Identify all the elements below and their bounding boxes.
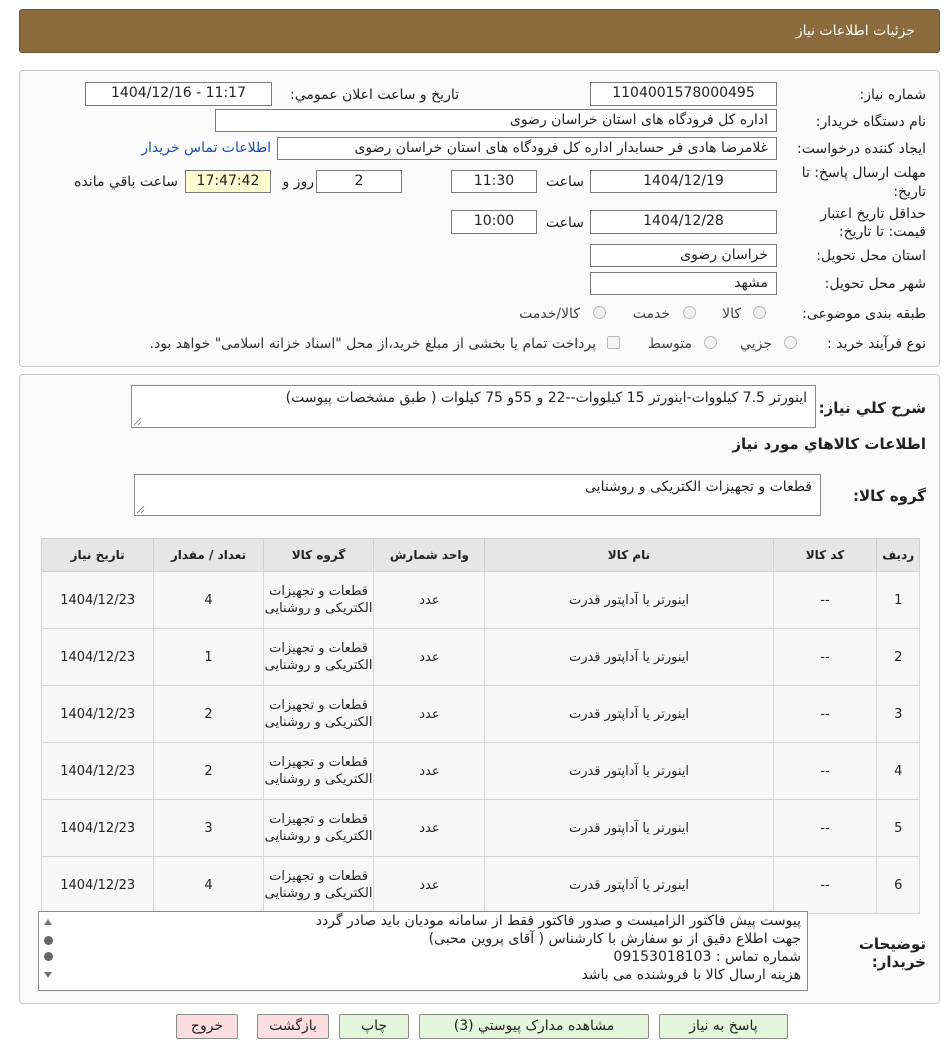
- cell-name: اینورتر یا آداپتور قدرت: [485, 800, 773, 857]
- deadline-label-2: تاريخ:: [893, 184, 926, 200]
- creator-label: ايجاد کننده درخواست:: [797, 141, 926, 157]
- cell-row: 1: [877, 572, 920, 629]
- notes-line: شماره تماس : 09153018103: [613, 949, 801, 965]
- resize-handle-icon-2[interactable]: [136, 505, 145, 514]
- deadline-label: مهلت ارسال پاسخ: تا: [801, 165, 926, 181]
- goods-group-text: قطعات و تجهیزات الکتریکی و روشنایی: [585, 479, 812, 495]
- process-radio-medium[interactable]: [704, 336, 717, 349]
- announce-label: تاريخ و ساعت اعلان عمومي:: [290, 87, 459, 103]
- items-table: [41, 538, 920, 914]
- cell-code: --: [773, 857, 877, 914]
- col-qty: تعداد / مقدار: [154, 539, 263, 572]
- city-label: شهر محل تحويل:: [824, 276, 926, 292]
- cell-qty: 4: [154, 857, 263, 914]
- category-option-goods: کالا: [722, 306, 741, 322]
- notes-line: پیوست پیش فاکتور الزامیست و صدور فاکتور فقط از سامانه مودیان باید صادر گردد: [315, 913, 801, 929]
- cell-name: اینورتر یا آداپتور قدرت: [485, 686, 773, 743]
- cell-row: 2: [877, 629, 920, 686]
- cell-row: 5: [877, 800, 920, 857]
- need-number-field: 1104001578000495: [590, 82, 777, 106]
- cell-unit: عدد: [374, 629, 485, 686]
- cell-code: --: [773, 629, 877, 686]
- scroll-dot-icon[interactable]: [44, 952, 53, 961]
- cell-code: --: [773, 572, 877, 629]
- scroll-up-icon[interactable]: [43, 918, 53, 926]
- process-label: نوع فرآيند خريد :: [827, 336, 926, 352]
- cell-name: اینورتر یا آداپتور قدرت: [485, 572, 773, 629]
- scroll-down-icon[interactable]: [43, 971, 53, 979]
- buyer-org-field: اداره کل فرودگاه های استان خراسان رضوی: [215, 109, 777, 132]
- cell-date: 1404/12/23: [42, 572, 154, 629]
- cell-name: اینورتر یا آداپتور قدرت: [485, 743, 773, 800]
- deadline-time-label: ساعت: [545, 174, 584, 190]
- reply-button[interactable]: پاسخ به نياز: [659, 1014, 788, 1039]
- cell-group: قطعات و تجهیزات الکتریکی و روشنایی: [263, 857, 374, 914]
- process-option-minor: جزيي: [740, 336, 772, 352]
- deadline-date-field: 1404/12/19: [590, 170, 777, 193]
- cell-row: 6: [877, 857, 920, 914]
- city-field: مشهد: [590, 272, 777, 295]
- resize-handle-icon[interactable]: [133, 417, 142, 426]
- page-title: جزئيات اطلاعات نياز: [795, 23, 915, 39]
- treasury-checkbox[interactable]: [607, 336, 620, 349]
- remaining-label: ساعت باقي مانده: [74, 174, 178, 190]
- cell-name: اینورتر یا آداپتور قدرت: [485, 857, 773, 914]
- need-number-label: شماره نياز:: [859, 87, 926, 103]
- process-option-medium: متوسط: [648, 336, 692, 352]
- cell-qty: 3: [154, 800, 263, 857]
- cell-unit: عدد: [374, 800, 485, 857]
- buyer-notes-label-2: خريدار:: [871, 953, 926, 971]
- table-row: [42, 572, 920, 629]
- creator-field: غلامرضا هادی فر حسابدار اداره کل فرودگاه های استان خراسان رضوی: [277, 137, 777, 160]
- cell-qty: 1: [154, 629, 263, 686]
- col-group: گروه کالا: [263, 539, 374, 572]
- col-unit: واحد شمارش: [374, 539, 485, 572]
- table-row: [42, 686, 920, 743]
- table-row: [42, 800, 920, 857]
- cell-date: 1404/12/23: [42, 743, 154, 800]
- cell-unit: عدد: [374, 686, 485, 743]
- cell-qty: 2: [154, 686, 263, 743]
- process-radio-minor[interactable]: [784, 336, 797, 349]
- goods-group-field: [134, 474, 821, 516]
- back-button[interactable]: بازگشت: [257, 1014, 329, 1039]
- view-attachments-button[interactable]: مشاهده مدارک پيوستي (3): [419, 1014, 649, 1039]
- cell-date: 1404/12/23: [42, 857, 154, 914]
- col-row: رديف: [877, 539, 920, 572]
- cell-date: 1404/12/23: [42, 629, 154, 686]
- buyer-notes-label: توضيحات: [858, 935, 926, 953]
- validity-time-field: 10:00: [451, 210, 537, 234]
- category-option-service: خدمت: [632, 306, 670, 322]
- buyer-org-label: نام دستگاه خريدار:: [815, 114, 926, 130]
- notes-line: هزینه ارسال کالا با فروشنده می باشد: [581, 967, 801, 983]
- cell-group: قطعات و تجهیزات الکتریکی و روشنایی: [263, 743, 374, 800]
- contact-info-link[interactable]: اطلاعات تماس خريدار: [141, 140, 271, 156]
- description-text: اینورتر 7.5 کیلووات-اینورتر 15 کیلووات--22 و 55و 75 کیلوات ( طبق مشخصات پیوست): [285, 390, 807, 406]
- cell-row: 4: [877, 743, 920, 800]
- cell-code: --: [773, 800, 877, 857]
- category-label: طبقه بندی موضوعی:: [802, 306, 926, 322]
- category-radio-service[interactable]: [683, 306, 696, 319]
- remaining-time-field: 17:47:42: [185, 170, 271, 193]
- table-row: [42, 857, 920, 914]
- cell-date: 1404/12/23: [42, 686, 154, 743]
- days-label: روز و: [282, 174, 314, 190]
- col-date: تاريخ نياز: [42, 539, 154, 572]
- cell-unit: عدد: [374, 572, 485, 629]
- announce-field: 1404/12/16 - 11:17: [85, 82, 272, 106]
- goods-group-label: گروه کالا:: [853, 487, 926, 505]
- print-button[interactable]: چاپ: [339, 1014, 409, 1039]
- notes-line: جهت اطلاع دقیق از نو سفارش با کارشناس ( آقای پروین محبی): [428, 931, 801, 947]
- table-header-row: [42, 539, 920, 572]
- deadline-time-field: 11:30: [451, 170, 537, 193]
- exit-button[interactable]: خروج: [176, 1014, 238, 1039]
- validity-time-label: ساعت: [545, 215, 584, 231]
- province-label: استان محل تحويل:: [816, 248, 926, 264]
- validity-label: حداقل تاريخ اعتبار: [820, 206, 926, 222]
- cell-group: قطعات و تجهیزات الکتریکی و روشنایی: [263, 629, 374, 686]
- cell-group: قطعات و تجهیزات الکتریکی و روشنایی: [263, 572, 374, 629]
- cell-code: --: [773, 686, 877, 743]
- cell-unit: عدد: [374, 743, 485, 800]
- table-row: [42, 743, 920, 800]
- table-row: [42, 629, 920, 686]
- buyer-notes-field: [38, 911, 808, 991]
- description-field: [131, 385, 816, 428]
- col-name: نام کالا: [485, 539, 773, 572]
- cell-row: 3: [877, 686, 920, 743]
- cell-unit: عدد: [374, 857, 485, 914]
- category-option-goods-service: کالا/خدمت: [519, 306, 580, 322]
- category-radio-goods-service[interactable]: [593, 306, 606, 319]
- col-code: کد کالا: [773, 539, 877, 572]
- validity-date-field: 1404/12/28: [590, 210, 777, 234]
- scroll-dot-icon[interactable]: [44, 936, 53, 945]
- cell-date: 1404/12/23: [42, 800, 154, 857]
- cell-group: قطعات و تجهیزات الکتریکی و روشنایی: [263, 686, 374, 743]
- description-label: شرح کلي نياز:: [818, 399, 926, 417]
- cell-code: --: [773, 743, 877, 800]
- cell-name: اینورتر یا آداپتور قدرت: [485, 629, 773, 686]
- cell-qty: 2: [154, 743, 263, 800]
- province-field: خراسان رضوی: [590, 244, 777, 267]
- payment-note: پرداخت تمام يا بخشی از مبلغ خريد،از محل "اسناد خزانه اسلامی" خواهد بود.: [149, 336, 596, 352]
- validity-label-2: قيمت: تا تاريخ:: [838, 224, 926, 240]
- cell-group: قطعات و تجهیزات الکتریکی و روشنایی: [263, 800, 374, 857]
- cell-qty: 4: [154, 572, 263, 629]
- category-radio-goods[interactable]: [753, 306, 766, 319]
- goods-heading: اطلاعات کالاهاي مورد نياز: [732, 435, 926, 453]
- days-field: 2: [316, 170, 402, 193]
- page-title-bar: [19, 9, 940, 53]
